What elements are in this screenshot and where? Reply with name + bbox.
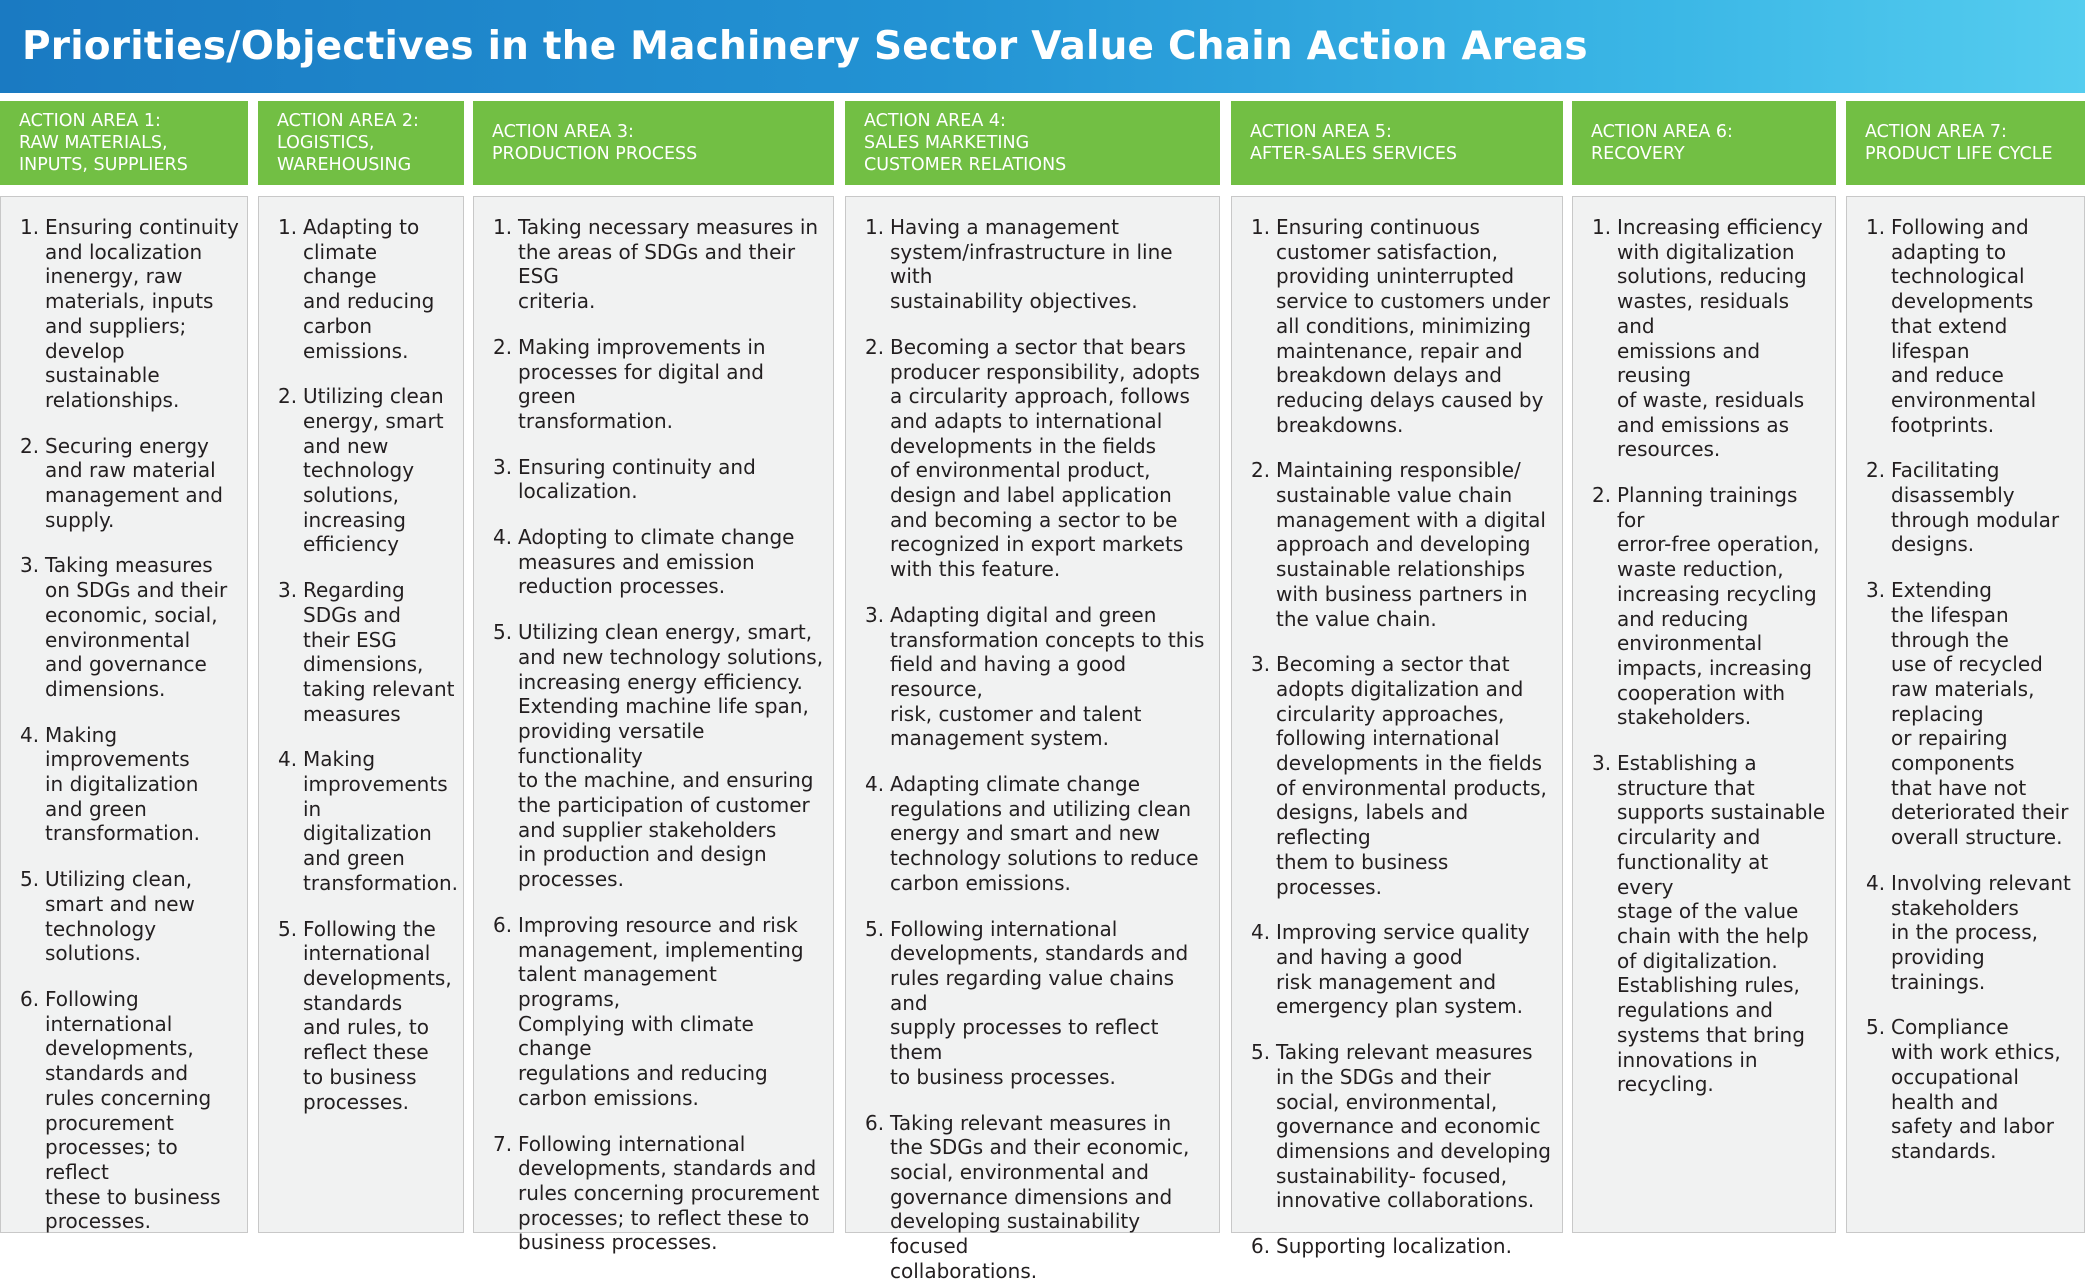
list-item: Making improvements in digitalization and green transformation. [303,747,455,895]
action-area-header-text: ACTION AREA 2: LOGISTICS, WAREHOUSING [277,110,419,176]
list-item: Ensuring continuous customer satisfaction, providing uninterrupted service to customers under all conditions, minimizing maintenance, repair and breakdown delays and reducing delays caused by breakdowns. [1276,215,1554,437]
list-item: Utilizing clean energy, smart and new technology solutions, increasing efficiency [303,384,455,557]
title-banner [0,0,2085,93]
list-item: Having a management system/infrastructure in line with sustainability objectives. [890,215,1211,314]
list-item: Establishing a structure that supports sustainable circularity and functionality at every stage of the value chain with the help of digitalization. Establishing rules, regulations and systems that bring innovations in recycling. [1617,751,1827,1097]
list-item: Facilitating disassembly through modular designs. [1891,458,2076,557]
priority-list [1232,197,1562,1259]
list-item: Adopting to climate change measures and emission reduction processes. [518,525,825,599]
action-area-header-text: ACTION AREA 1: RAW MATERIALS, INPUTS, SUPPLIERS [19,110,188,176]
list-item: Extending the lifespan through the use of recycled raw materials, replacing or repairing components that have not deteriorated their overall structure. [1891,578,2076,850]
list-item: Adapting digital and green transformation concepts to this field and having a good resource, risk, customer and talent management system. [890,603,1211,751]
list-item: Improving service quality and having a good risk management and emergency plan system. [1276,920,1554,1019]
action-area-header-text: ACTION AREA 5: AFTER-SALES SERVICES [1250,121,1457,165]
action-area-header-text: ACTION AREA 6: RECOVERY [1591,121,1733,165]
action-area-columns [0,101,2085,1239]
action-area-4 [845,101,1220,1239]
action-area-3 [473,101,834,1239]
priority-list [1573,197,1835,1097]
priority-list [1,197,247,1234]
action-area-body [0,196,248,1233]
list-item: Increasing efficiency with digitalization solutions, reducing wastes, residuals and emissions and reusing of waste, residuals and emissions as resources. [1617,215,1827,462]
action-area-body [1572,196,1836,1233]
action-area-6 [1572,101,1836,1239]
list-item: Making improvements in digitalization and green transformation. [45,723,239,847]
action-area-1 [0,101,248,1239]
list-item: Taking relevant measures in the SDGs and their economic, social, environmental and governance dimensions and developing sustainability focused collaborations. [890,1111,1211,1283]
priority-list [1847,197,2084,1164]
list-item: Ensuring continuity and localization inenergy, raw materials, inputs and suppliers; develop sustainable relationships. [45,215,239,413]
action-area-body [258,196,464,1233]
action-area-header-text: ACTION AREA 3: PRODUCTION PROCESS [492,121,697,165]
list-item: Involving relevant stakeholders in the process, providing trainings. [1891,871,2076,995]
action-area-body [845,196,1220,1233]
action-area-header [0,101,248,185]
list-item: Becoming a sector that adopts digitalization and circularity approaches, following international developments in the fields of environmental products, designs, labels and reflecting them to business processes. [1276,652,1554,899]
priority-list [846,197,1219,1283]
action-area-header [473,101,834,185]
action-area-header-text: ACTION AREA 7: PRODUCT LIFE CYCLE [1865,121,2053,165]
action-area-2 [258,101,464,1239]
list-item: Taking necessary measures in the areas of SDGs and their ESG criteria. [518,215,825,314]
action-area-5 [1231,101,1563,1239]
action-area-body [1846,196,2085,1233]
list-item: Following international developments, standards and rules regarding value chains and supply processes to reflect them to business processes. [890,917,1211,1090]
list-item: Compliance with work ethics, occupational health and safety and labor standards. [1891,1015,2076,1163]
priority-list [474,197,833,1255]
page-title: Priorities/Objectives in the Machinery Sector Value Chain Action Areas [22,24,1588,69]
list-item: Following and adapting to technological developments that extend lifespan and reduce environmental footprints. [1891,215,2076,437]
list-item: Following international developments, standards and rules concerning procurement processes; to reflect these to business processes. [518,1132,825,1256]
action-area-header [845,101,1220,185]
list-item: Following the international developments, standards and rules, to reflect these to business processes. [303,917,455,1115]
list-item: Taking measures on SDGs and their economic, social, environmental and governance dimensions. [45,553,239,701]
list-item: Improving resource and risk management, implementing talent management programs, Complying with climate change regulations and reducing carbon emissions. [518,913,825,1111]
action-area-7 [1846,101,2085,1239]
action-area-body [1231,196,1563,1233]
list-item: Maintaining responsible/ sustainable value chain management with a digital approach and developing sustainable relationships with business partners in the value chain. [1276,458,1554,631]
action-area-header [1572,101,1836,185]
list-item: Regarding SDGs and their ESG dimensions, taking relevant measures [303,578,455,726]
list-item: Ensuring continuity and localization. [518,455,825,504]
list-item: Making improvements in processes for digital and green transformation. [518,335,825,434]
list-item: Securing energy and raw material management and supply. [45,434,239,533]
action-area-header [1231,101,1563,185]
action-area-header [1846,101,2085,185]
list-item: Adapting climate change regulations and utilizing clean energy and smart and new technology solutions to reduce carbon emissions. [890,772,1211,896]
list-item: Taking relevant measures in the SDGs and their social, environmental, governance and economic dimensions and developing sustainability- focused, innovative collaborations. [1276,1040,1554,1213]
list-item: Utilizing clean, smart and new technology solutions. [45,867,239,966]
list-item: Following international developments, standards and rules concerning procurement processes; to reflect these to business processes. [45,987,239,1234]
action-area-header [258,101,464,185]
list-item: Adapting to climate change and reducing carbon emissions. [303,215,455,363]
priority-list [259,197,463,1114]
list-item: Planning trainings for error-free operation, waste reduction, increasing recycling and reducing environmental impacts, increasing cooperation with stakeholders. [1617,483,1827,730]
list-item: Supporting localization. [1276,1234,1554,1259]
list-item: Becoming a sector that bears producer responsibility, adopts a circularity approach, follows and adapts to international developments in the fields of environmental product, design and label application and becoming a sector to be recognized in export markets with this feature. [890,335,1211,582]
action-area-body [473,196,834,1233]
list-item: Utilizing clean energy, smart, and new technology solutions, increasing energy efficiency. Extending machine life span, providing versatile functionality to the machine, and ensuring the participation of customer and supplier stakeholders in production and design processes. [518,620,825,892]
action-area-header-text: ACTION AREA 4: SALES MARKETING CUSTOMER RELATIONS [864,110,1066,176]
